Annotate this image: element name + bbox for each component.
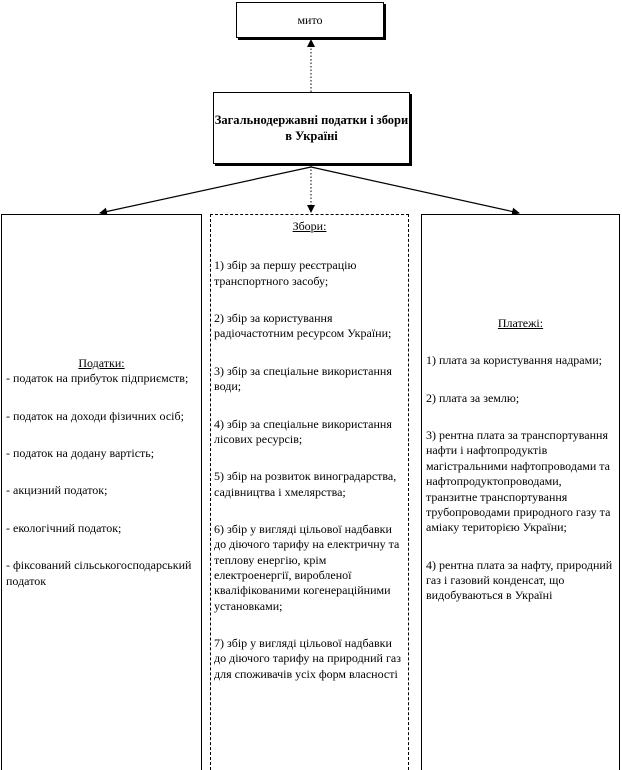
fees-box bbox=[210, 214, 409, 770]
payments-heading: Платежі: bbox=[497, 316, 544, 330]
taxes-item: - акцизний податок; bbox=[6, 483, 108, 498]
taxes-item: - податок на доходи фізичних осіб; bbox=[6, 408, 184, 423]
taxes-item: - податок на прибуток підприємств; bbox=[6, 371, 189, 386]
arrow-to-taxes bbox=[100, 167, 311, 213]
fees-heading: Збори: bbox=[292, 219, 327, 233]
taxes-item: - фіксований сільськогосподарський податок bbox=[6, 558, 192, 588]
payments-item: 4) рентна плата за нафту, природний газ і газовий конденсат, що видобуваються в Україні bbox=[426, 557, 613, 603]
duty-label: мито bbox=[297, 12, 323, 27]
national-taxes-title-line1: Загальнодержавні податки і збори bbox=[214, 112, 409, 127]
taxes-item: - податок на додану вартість; bbox=[6, 446, 155, 461]
fees-item: 2) збір за користування радіочастотним ресурсом України; bbox=[214, 311, 392, 341]
payments-item: 3) рентна плата за транспортування нафти і нафтопродуктів магістральними нафтопроводами та нафтопродуктопроводами, транзитне транспортування трубопроводами природного газу та аміаку територією України; bbox=[426, 428, 611, 535]
fees-item: 1) збір за першу реєстрацію транспортного засобу; bbox=[214, 258, 357, 288]
payments-box bbox=[421, 214, 620, 770]
national-taxes-title-line2: в Україні bbox=[285, 129, 338, 143]
fees-item: 5) збір на розвиток виноградарства, садівництва і хмелярства; bbox=[214, 469, 397, 499]
national-taxes-box bbox=[213, 92, 410, 164]
taxes-box bbox=[1, 214, 202, 770]
payments-item: 2) плата за землю; bbox=[426, 390, 520, 405]
arrow-to-payments bbox=[311, 167, 519, 213]
fees-item: 3) збір за спеціальне використання води; bbox=[214, 363, 392, 394]
duty-box bbox=[236, 2, 384, 38]
payments-item: 1) плата за користування надрами; bbox=[426, 353, 602, 368]
fees-item: 7) збір у вигляді цільової надбавки до діючого тарифу на природний газ для споживачів усіх форм власності bbox=[214, 636, 401, 681]
fees-item: 4) збір за спеціальне використання лісових ресурсів; bbox=[214, 416, 392, 446]
taxes-heading: Податки: bbox=[78, 356, 125, 370]
taxes-item: - екологічний податок; bbox=[6, 520, 122, 535]
fees-item: 6) збір у вигляді цільової надбавки до діючого тарифу на електричну та теплову енергію, крім електроенергії, виробленої кваліфікованими когенераційними установками; bbox=[214, 521, 400, 613]
